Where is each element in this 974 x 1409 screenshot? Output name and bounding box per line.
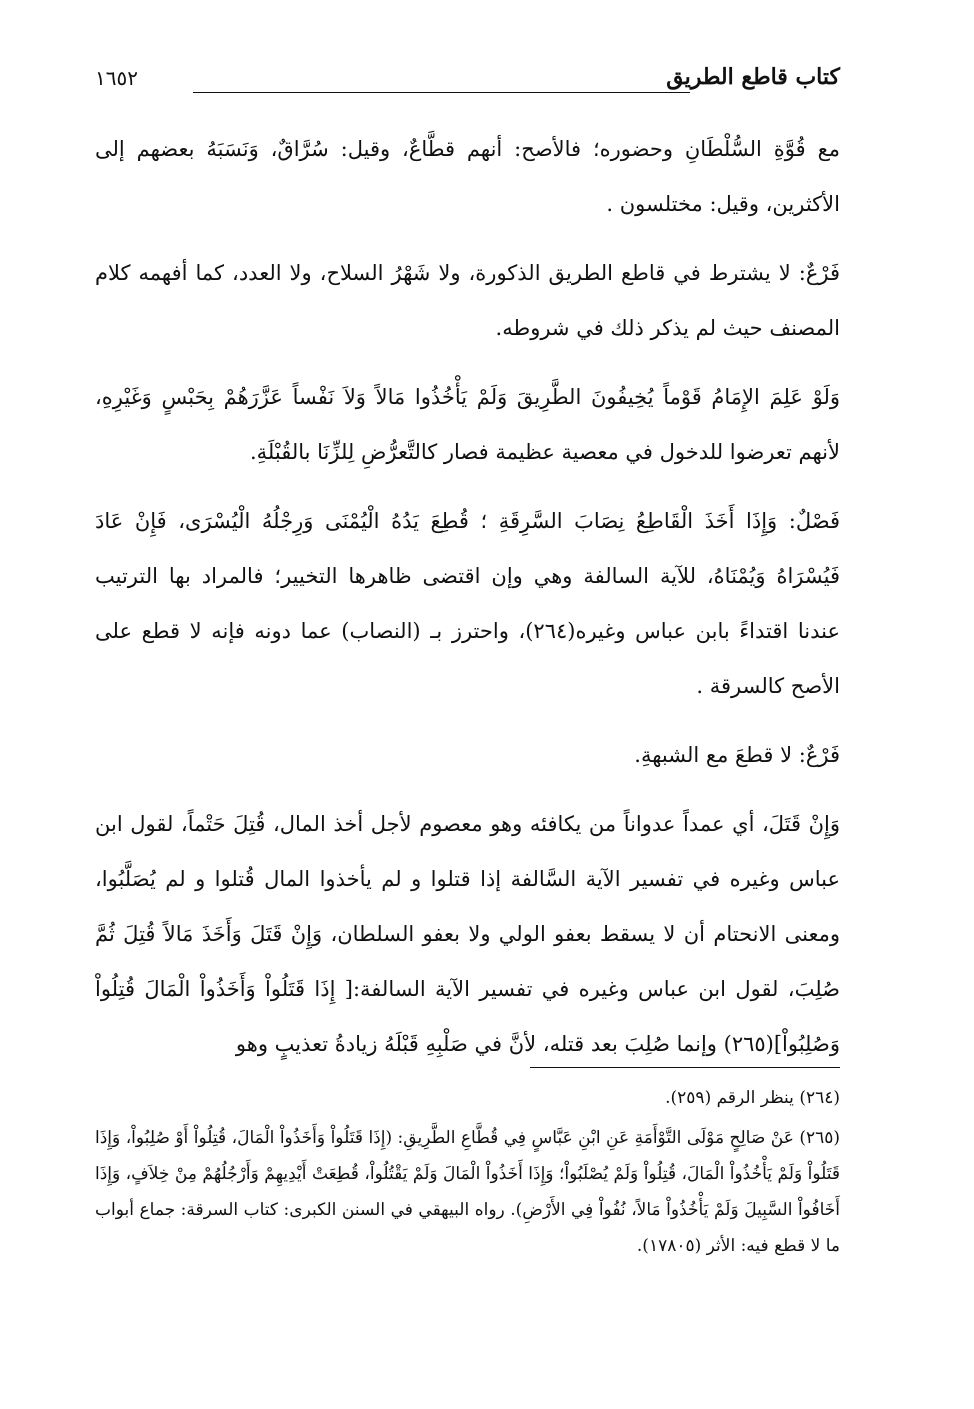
paragraph-far-shubha: فَرْعٌ: لا قطعَ مع الشبهةِ. bbox=[634, 743, 840, 767]
paragraph-fasl-nisab: فَصْلٌ: وَإِذَا أَخَذَ الْقَاطِعُ نِصَابَ السَّرِقَةِ ؛ قُطِعَ يَدُهُ الْيُمْنَى وَرِجْلُهُ الْيُسْرَى، فَإِنْ عَادَ فَيُسْرَاهُ وَيُمْنَاهُ، للآية السالفة وهي وإن اقتضى ظاهرها التخيير؛ فالمراد بها الترتيب عندنا اقتداءً بابن عباس وغيره(٢٦٤)، واحترز بـ (النصاب) عما دونه فإنه لا قطع على الأصح كالسرقة . bbox=[95, 509, 840, 698]
page-number: ١٦٥٢ bbox=[95, 66, 138, 90]
paragraph-imam-tazir: وَلَوْ عَلِمَ الإِمَامُ قَوْماً يُخِيفُونَ الطَّرِيقَ وَلَمْ يَأْخُذُوا مَالاً وَلاَ نَفْساً عَزَّرَهُمْ بِحَبْسٍ وَغَيْرِهِ، لأنهم تعرضوا للدخول في معصية عظيمة فصار كالتَّعرُّضِ لِلزِّنَا بالقُبْلَةِ. bbox=[95, 385, 840, 464]
page-header bbox=[95, 60, 840, 100]
paragraph-qatl: وَإِنْ قَتَلَ، أي عمداً عدواناً من يكافئه وهو معصوم لأجل أخذ المال، قُتِلَ حَتْماً، لقول ابن عباس وغيره في تفسير الآية السَّالفة إذا قتلوا و لم يأخذوا المال قُتلوا و لم يُصَلَّبُوا، ومعنى الانحتام أن لا يسقط بعفو الولي ولا بعفو السلطان، وَإِنْ قَتَلَ وَأَخَذَ مَالاً قُتِلَ ثُمَّ صُلِبَ، لقول ابن عباس وغيره في تفسير الآية السالفة:[ إِذَا قَتَلُواْ وَأَخَذُواْ الْمَالَ قُتِلُواْ وَصُلِبُواْ](٢٦٥) وإنما صُلِبَ بعد قتله، لأنَّ في صَلْبِهِ قَبْلَهُ زيادةُ تعذيبٍ وهو bbox=[95, 812, 840, 1056]
running-title: كتاب قاطع الطريق bbox=[666, 64, 840, 90]
main-text bbox=[95, 122, 840, 1086]
paragraph-far-conditions: فَرْعٌ: لا يشترط في قاطع الطريق الذكورة، ولا شَهْرُ السلاح، ولا العدد، كما أفهمه كلام المصنف حيث لم يذكر ذلك في شروطه. bbox=[95, 261, 840, 340]
header-rule bbox=[193, 92, 690, 93]
paragraph-sultan: مع قُوَّةِ السُّلْطَانِ وحضوره؛ فالأصح: أنهم قطَّاعٌ، وقيل: سُرَّاقٌ، وَنَسَبَهُ بعضهم إلى الأكثرين، وقيل: مختلسون . bbox=[95, 137, 840, 216]
footnote-265: (٢٦٥) عَنْ صَالِحٍ مَوْلَى التَّوْأَمَةِ عَنِ ابْنِ عَبَّاسٍ فِي قُطَّاعِ الطَّرِيقِ: (إِذَا قَتَلُواْ وَأَخَذُواْ الْمَالَ، قُتِلُواْ أَوْ صُلِبُواْ، وَإِذَا قَتَلُواْ وَلَمْ يَأْخُذُواْ الْمَالَ، قُتِلُواْ وَلَمْ يُصْلَبُواْ؛ وَإِذَا أَخَذُواْ الْمَالَ وَلَمْ يَقْتُلُواْ، قُطِعَتْ أَيْدِيهِمْ وَأَرْجُلُهُمْ مِنْ خِلاَفٍ، وَإِذَا أَخَافُواْ السَّبِيلَ وَلَمْ يَأْخُذُواْ مَالاً، نُفُواْ فِي الأَرْضِ). رواه البيهقي في السنن الكبرى: كتاب السرقة: جماع أبواب ما لا قطع فيه: الأثر (١٧٨٠٥). bbox=[95, 1128, 840, 1256]
footnotes bbox=[95, 1080, 840, 1268]
footnote-264: (٢٦٤) ينظر الرقم (٢٥٩). bbox=[665, 1088, 840, 1108]
footnote-divider bbox=[530, 1067, 840, 1068]
